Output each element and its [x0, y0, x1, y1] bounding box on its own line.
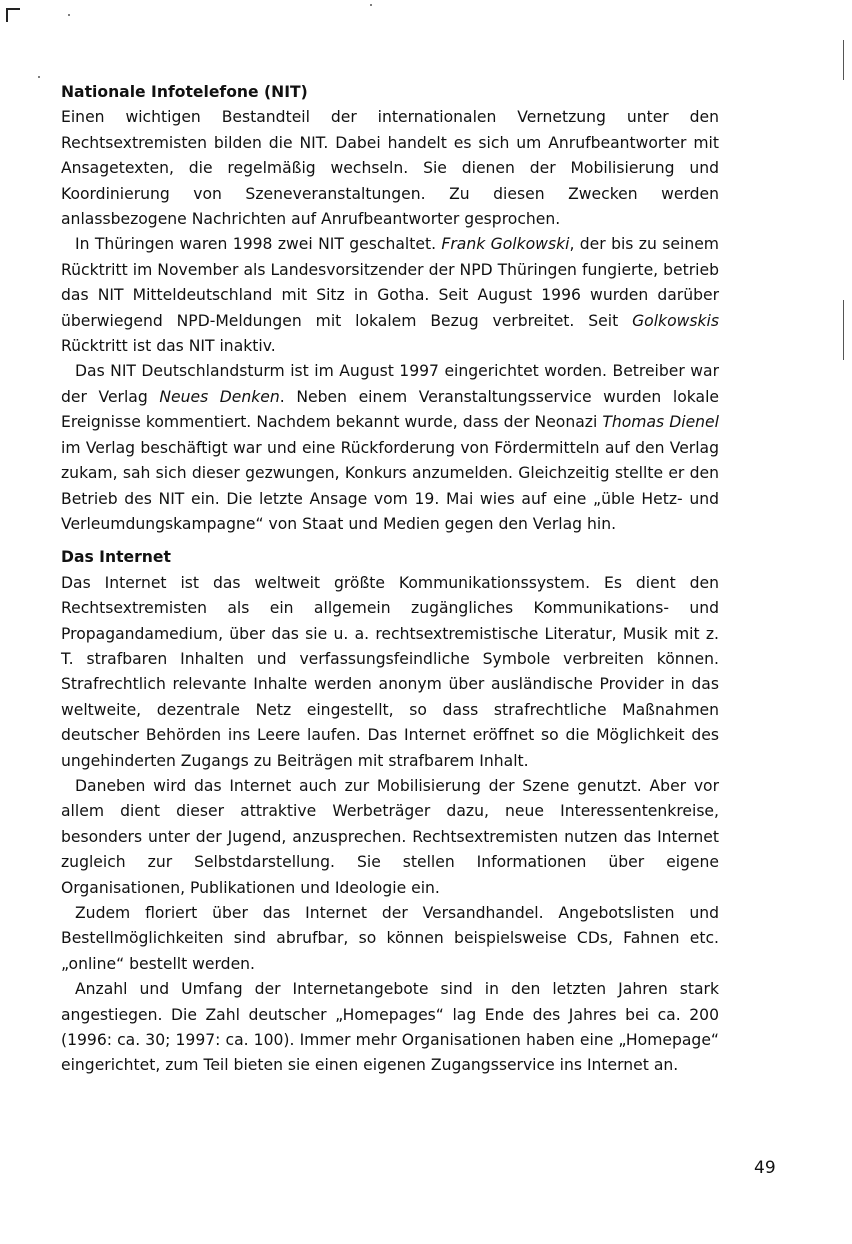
person-name: Frank Golkowski	[441, 235, 570, 254]
paragraph-text: Rücktritt ist das NIT inaktiv.	[61, 337, 276, 356]
paragraph-text: Zudem floriert über das Internet der Versandhandel. Angebotslisten und Bestellmöglichkeiten sind abrufbar, so können beispielsweise CDs, Fahnen etc. „online“ bestellt werden.	[61, 904, 719, 973]
paragraph	[61, 105, 719, 232]
paragraph-text: , der bis zu seinem Rücktritt im November als Landesvorsitzender der NPD Thüringen fungierte, betrieb das NIT Mitteldeutschland mit Sitz in Gotha. Seit August 1996 wurden darüber überwiegend NPD-Meldungen mit lokalem Bezug verbreitet. Seit	[61, 235, 719, 330]
crop-mark	[6, 8, 20, 10]
section-gap	[61, 537, 719, 545]
paragraph-text: Das NIT Deutschlandsturm ist im August 1997 eingerichtet worden. Betreiber war der Verlag	[61, 362, 719, 406]
scan-speck	[370, 4, 372, 6]
scan-edge-line	[843, 300, 844, 360]
publisher-name: Neues Denken	[159, 387, 280, 406]
page-number: 49	[754, 1158, 776, 1178]
paragraph-text: . Neben einem Veranstaltungsservice wurden lokale Ereignisse kommentiert. Nachdem bekannt wurde, dass der Neonazi	[61, 387, 719, 432]
paragraph	[61, 359, 719, 537]
crop-mark-vertical	[6, 8, 8, 22]
scan-speck	[38, 76, 40, 78]
section-internet	[61, 545, 719, 1079]
scan-edge-line	[843, 40, 844, 80]
section-title: Nationale Infotelefone (NIT)	[61, 83, 308, 101]
paragraph-text: In Thüringen waren 1998 zwei NIT geschaltet.	[75, 235, 442, 254]
paragraph	[61, 901, 719, 977]
section-nit	[61, 80, 719, 537]
paragraph	[61, 571, 719, 774]
section-title: Das Internet	[61, 548, 171, 567]
paragraph	[61, 232, 719, 359]
paragraph-text: Einen wichtigen Bestandteil der internationalen Vernetzung unter den Rechtsextremisten bilden die NIT. Dabei handelt es sich um Anrufbeantworter mit Ansagetexten, die regelmäßig wechseln. Sie dienen der Mobilisierung und Koordinierung von Szeneveranstaltungen. Zu diesen Zwecken werden anlassbezogene Nachrichten auf Anrufbeantworter gesprochen.	[61, 108, 719, 229]
paragraph-text: im Verlag beschäftigt war und eine Rückforderung von Fördermitteln auf den Verlag zukam, sah sich dieser gezwungen, Konkurs anzumelden. Gleichzeitig stellte er den Betrieb des NIT ein. Die letzte Ansage vom 19. Mai wies auf eine „üble Hetz- und Verleumdungskampagne“ von Staat und Medien gegen den Verlag hin.	[61, 438, 719, 533]
person-name: Thomas Dienel	[602, 413, 719, 432]
paragraph-text: Anzahl und Umfang der Internetangebote sind in den letzten Jahren stark angestiegen. Die Zahl deutscher „Homepages“ lag Ende des Jahres bei ca. 200 (1996: ca. 30; 1997: ca. 100). Immer mehr Organisationen haben eine „Homepage“ eingerichtet, zum Teil bieten sie einen eigenen Zugangsservice ins Internet an.	[61, 980, 719, 1075]
person-name: Golkowskis	[632, 311, 719, 330]
document-body	[61, 80, 719, 1079]
paragraph	[61, 977, 719, 1079]
paragraph-text: Das Internet ist das weltweit größte Kommunikationssystem. Es dient den Rechtsextremisten als ein allgemein zugängliches Kommunikations- und Propagandamedium, über das sie u. a. rechtsextremistische Literatur, Musik mit z. T. strafbaren Inhalten und verfassungsfeindliche Symbole verbreiten können. Strafrechtlich relevante Inhalte werden anonym über ausländische Provider in das weltweite, dezentrale Netz eingestellt, so dass strafrechtliche Maßnahmen deutscher Behörden ins Leere laufen. Das Internet eröffnet so die Möglichkeit des ungehinderten Zugangs zu Beiträgen mit strafbarem Inhalt.	[61, 573, 719, 770]
paragraph-text: Daneben wird das Internet auch zur Mobilisierung der Szene genutzt. Aber vor allem dient dieser attraktive Werbeträger dazu, neue Interessentenkreise, besonders unter der Jugend, anzusprechen. Rechtsextremisten nutzen das Internet zugleich zur Selbstdarstellung. Sie stellen Informationen über eigene Organisationen, Publikationen und Ideologie ein.	[61, 776, 719, 897]
scan-speck	[68, 14, 70, 16]
paragraph	[61, 774, 719, 901]
